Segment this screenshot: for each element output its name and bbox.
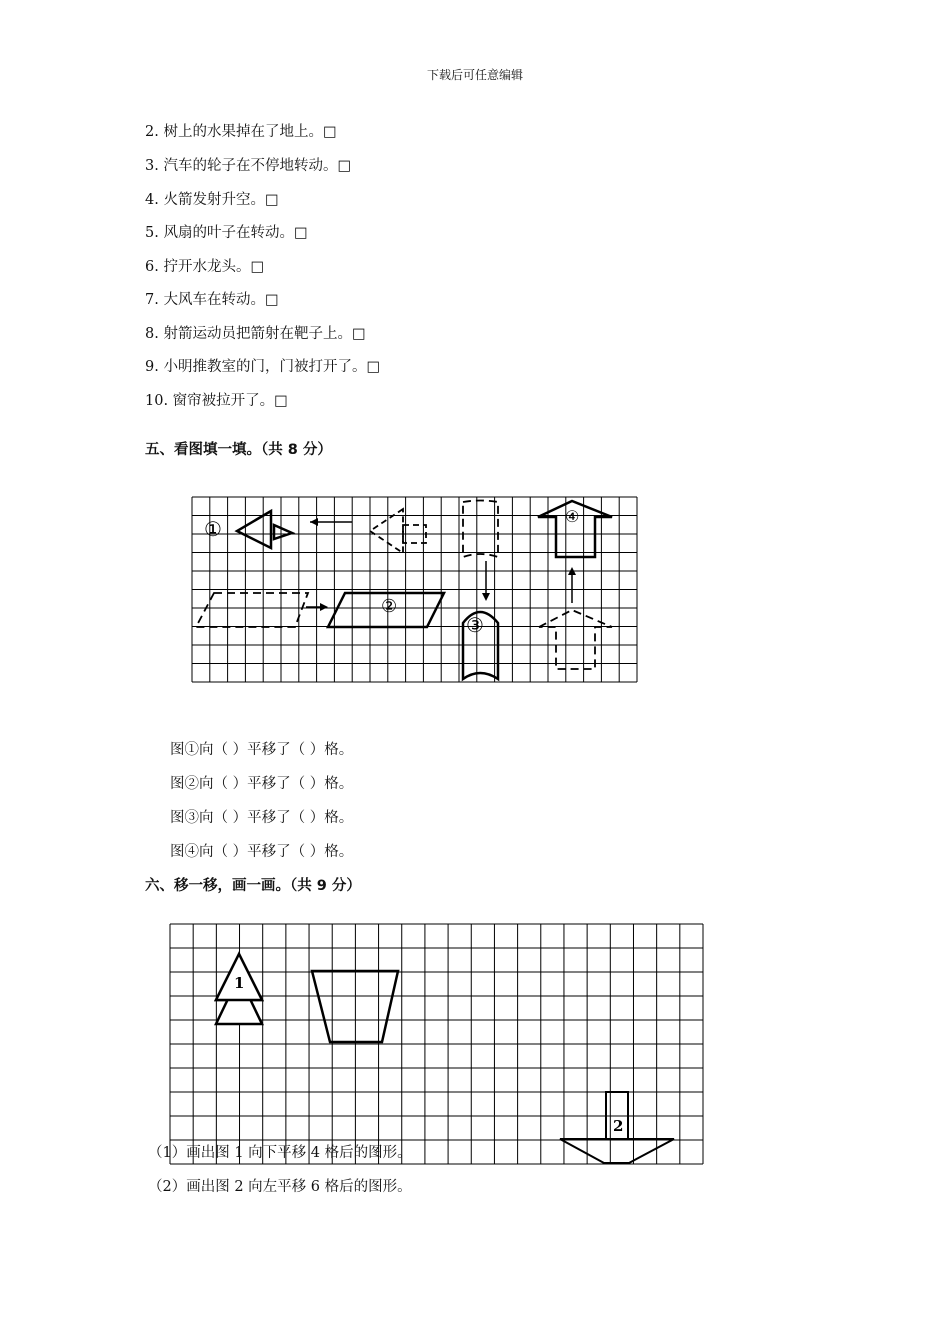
shape-3-dashed [463, 501, 498, 558]
arrowhead-right [320, 603, 328, 611]
question-item: 8. 射箭运动员把箭射在靶子上。□ [145, 326, 366, 342]
label-3: ③ [466, 613, 484, 637]
label-4: ④ [565, 507, 580, 526]
question-item: 6. 拧开水龙头。□ [145, 259, 265, 275]
instruction: （2）画出图 2 向左平移 6 格后的图形。 [148, 1179, 412, 1195]
section-six-title: 六、移一移，画一画。（共 9 分） [145, 878, 361, 894]
fill-question: 图④向（ ）平移了（ ）格。 [170, 844, 354, 860]
question-item: 10. 窗帘被拉开了。□ [145, 393, 288, 409]
fill-question: 图②向（ ）平移了（ ）格。 [170, 776, 354, 792]
question-item: 3. 汽车的轮子在不停地转动。□ [145, 158, 352, 174]
fill-question: 图①向（ ）平移了（ ）格。 [170, 742, 354, 758]
label-1: 1 [234, 974, 245, 992]
translation-grid-figure [192, 497, 642, 687]
arrowhead-down [482, 593, 490, 601]
question-item: 2. 树上的水果掉在了地上。□ [145, 124, 337, 140]
question-item: 9. 小明推教室的门，门被打开了。□ [145, 359, 381, 375]
question-item: 5. 风扇的叶子在转动。□ [145, 225, 308, 241]
page-header: 下载后可任意编辑 [426, 68, 523, 82]
shape-2-dashed [196, 593, 308, 627]
label-1: ① [204, 517, 222, 541]
drawing-grid-figure [170, 924, 710, 1169]
label-2: ② [381, 596, 398, 617]
arrowhead-left [310, 518, 318, 526]
fill-question: 图③向（ ）平移了（ ）格。 [170, 810, 354, 826]
question-item: 4. 火箭发射升空。□ [145, 192, 279, 208]
question-item: 7. 大风车在转动。□ [145, 292, 279, 308]
label-2: 2 [613, 1117, 624, 1135]
section-five-title: 五、看图填一填。（共 8 分） [145, 442, 332, 458]
instruction: （1）画出图 1 向下平移 4 格后的图形。 [148, 1145, 412, 1161]
